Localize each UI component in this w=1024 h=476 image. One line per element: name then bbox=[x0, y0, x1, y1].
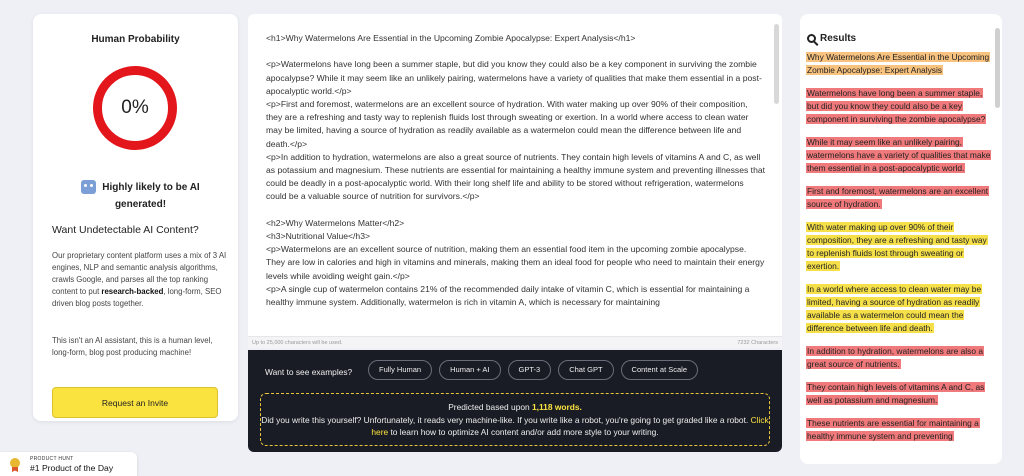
examples-label: Want to see examples? bbox=[265, 367, 353, 377]
promo-bold: research-backed bbox=[101, 287, 164, 296]
results-scrollbar[interactable] bbox=[995, 28, 1000, 108]
result-text: They contain high levels of vitamins A and C, as well as potassium and magnesium. bbox=[807, 382, 985, 405]
editor-text[interactable]: <h1>Why Watermelons Are Essential in the Upcoming Zombie Apocalypse: Expert Analysis</h1> <p>Watermelons have long been a summer staple, but did you know they could also be a key component in surviving the zombie apocalypse? While it may seem like an unlikely pairing, watermelons have a variety of qualities that make them essential in a post-apocalyptic world.</p> <p>First and foremost, watermelons are an excellent source of hydration. With water making up over 90% of their composition, they are a refreshing and tasty way to replenish fluids lost through sweating or exertion. In a world where access to clean water may be limited, having a source of hydration as readily available as a watermelon could mean the difference between life and death.</p> <p>In addition to hydration, watermelons are also a great source of nutrients. They contain high levels of vitamins A and C, as well as potassium and magnesium. These nutrients are essential for maintaining a healthy immune system and preventing illnesses that could be deadly in a post-apocalyptic world. With their long shelf life and ability to be stored without refrigeration, watermelons could be a valuable source of nutrition for survivors.</p> <h2>Why Watermelons Matter</h2> <h3>Nutritional Value</h3> <p>Watermelons are an excellent source of nutrition, making them an essential food item in the upcoming zombie apocalypse. They are low in calories and high in vitamins and minerals, making them an ideal food for people who need to maintain their energy levels while avoiding weight gain.</p> <p>A single cup of watermelon contains 21% of the recommended daily intake of vitamin C, which is essential for maintaining a healthy immune system. Additionally, watermelon is rich in vitamin A, which is necessary for maintaining bbox=[266, 33, 766, 308]
badge-title: #1 Product of the Day bbox=[30, 463, 114, 473]
result-item[interactable] bbox=[806, 185, 992, 211]
result-item[interactable] bbox=[806, 381, 992, 407]
result-item[interactable] bbox=[806, 87, 992, 126]
results-title: Results bbox=[820, 33, 857, 44]
medal-icon bbox=[10, 458, 20, 468]
click-here-link[interactable]: Click here bbox=[371, 414, 769, 437]
result-text: These nutrients are essential for maintaining a healthy immune system and preventing bbox=[807, 418, 979, 441]
example-pills bbox=[368, 360, 698, 380]
robot-icon bbox=[81, 180, 96, 194]
verdict-text: Highly likely to be AI generated! bbox=[102, 182, 200, 210]
word-count: 1,118 words. bbox=[532, 402, 582, 412]
editor-footer bbox=[248, 336, 782, 348]
result-text: First and foremost, watermelons are an excellent source of hydration. bbox=[807, 186, 989, 209]
result-item[interactable] bbox=[806, 136, 992, 175]
request-invite-button[interactable]: Request an Invite bbox=[52, 387, 218, 418]
probability-value: 0% bbox=[121, 97, 149, 118]
result-text: With water making up over 90% of their composition, they are a refreshing and tasty way to replenish fluids lost through sweating or exertion. bbox=[807, 222, 987, 271]
example-content-at-scale[interactable]: Content at Scale bbox=[621, 360, 698, 380]
example-gpt3[interactable]: GPT-3 bbox=[508, 360, 552, 380]
badge-label: PRODUCT HUNT bbox=[30, 456, 74, 462]
probability-title: Human Probability bbox=[91, 34, 180, 45]
results-header bbox=[807, 33, 856, 44]
prediction-message: Did you write this yourself? Unfortunately, it reads very machine-like. If you write like a robot, you're going to get graded like a robot. bbox=[261, 414, 751, 425]
prediction-box bbox=[260, 393, 770, 446]
product-hunt-badge[interactable] bbox=[0, 452, 137, 476]
prediction-line-2 bbox=[261, 414, 769, 439]
content-editor[interactable] bbox=[248, 14, 782, 348]
result-item[interactable] bbox=[806, 417, 992, 443]
promo-heading: Want Undetectable AI Content? bbox=[52, 224, 199, 236]
example-human-ai[interactable]: Human + AI bbox=[439, 360, 500, 380]
probability-panel bbox=[33, 14, 238, 421]
example-chat-gpt[interactable]: Chat GPT bbox=[558, 360, 613, 380]
result-text: Why Watermelons Are Essential in the Upcoming Zombie Apocalypse: Expert Analysis bbox=[807, 52, 990, 75]
prediction-suffix: to learn how to optimize AI content and/or add more style to your writing. bbox=[388, 427, 659, 437]
prediction-line-1 bbox=[261, 401, 769, 414]
char-count: 7232 Characters bbox=[737, 340, 778, 346]
editor-scrollbar[interactable] bbox=[774, 24, 779, 104]
result-text: In a world where access to clean water may be limited, having a source of hydration as readily available as a watermelon could mean the difference between life and death. bbox=[807, 284, 982, 333]
result-text: In addition to hydration, watermelons are also a great source of nutrients. bbox=[807, 346, 983, 369]
result-item[interactable] bbox=[806, 345, 992, 371]
result-text: While it may seem like an unlikely pairing, watermelons have a variety of qualities that make them essential in a post-apocalyptic world. bbox=[807, 137, 991, 173]
examples-panel bbox=[248, 350, 782, 452]
promo-description bbox=[52, 250, 228, 310]
results-list bbox=[806, 51, 992, 453]
result-item[interactable] bbox=[806, 283, 992, 335]
result-item[interactable] bbox=[806, 221, 992, 273]
prediction-prefix: Predicted based upon bbox=[448, 402, 532, 412]
results-panel bbox=[800, 14, 1002, 464]
probability-ring bbox=[93, 66, 177, 150]
verdict bbox=[63, 179, 218, 213]
limit-note: Up to 25,000 characters will be used. bbox=[252, 340, 343, 346]
example-fully-human[interactable]: Fully Human bbox=[368, 360, 432, 380]
promo-description-2: This isn't an AI assistant, this is a human level, long-form, blog post producing machine! bbox=[52, 336, 213, 357]
search-icon bbox=[807, 34, 816, 43]
result-text: Watermelons have long been a summer staple, but did you know they could also be a key component in surviving the zombie apocalypse? bbox=[807, 88, 986, 124]
promo-text-b: , long-form, SEO driven blog posts together. bbox=[52, 287, 222, 308]
promo-text-a: Our proprietary content platform uses a mix of 3 AI engines, NLP and semantic analysis algorithms, crawls Google, and parses all the top ranking content to put bbox=[52, 251, 227, 296]
result-item[interactable] bbox=[806, 51, 992, 77]
